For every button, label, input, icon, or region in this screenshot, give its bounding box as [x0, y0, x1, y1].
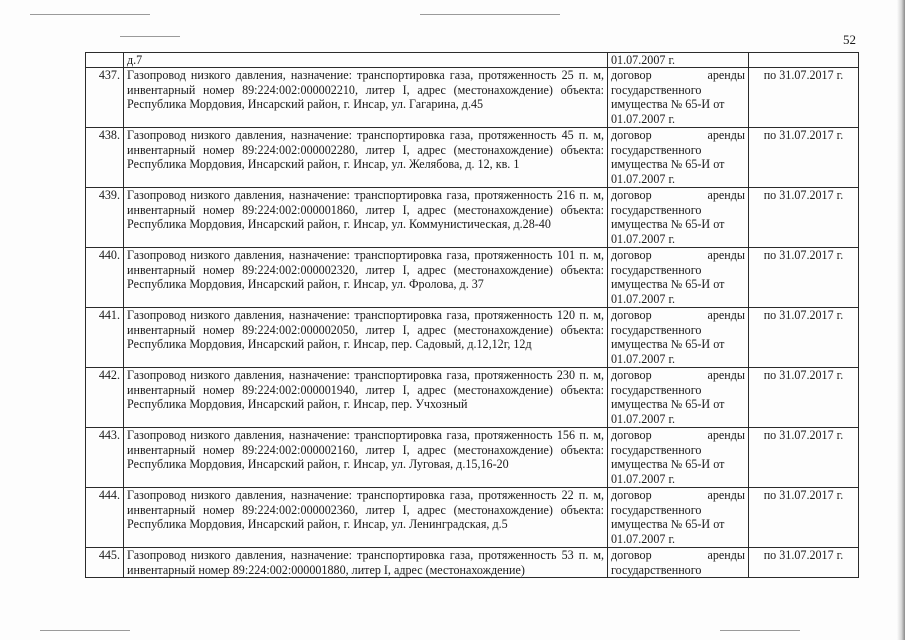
row-number: [86, 53, 124, 68]
row-number: 441.: [86, 308, 124, 368]
row-term: по 31.07.2017 г.: [749, 548, 859, 578]
document-kind: аренды: [707, 308, 745, 323]
row-term: по 31.07.2017 г.: [749, 188, 859, 248]
row-document: 01.07.2007 г.: [608, 53, 749, 68]
document-kind: аренды: [707, 128, 745, 143]
table-row: [86, 428, 859, 488]
table-row: [86, 248, 859, 308]
row-number: 437.: [86, 68, 124, 128]
table-row: [86, 128, 859, 188]
document-details: государственного имущества № 65-И от 01.07.2007 г.: [611, 322, 725, 366]
document-kind: аренды: [707, 248, 745, 263]
row-description: Газопровод низкого давления, назначение: транспортировка газа, протяженность 22 п. м, инвентарный номер 89:224:002:000002360, литер I, адрес (местонахождение) объекта: Республика Мордовия, Инсарский район, г. Инсар, ул. Ленинградская, д.5: [124, 488, 608, 548]
scan-edge-shadow: [897, 0, 905, 640]
document-type: договор: [611, 488, 652, 503]
document-kind: аренды: [707, 548, 745, 563]
row-document: [608, 368, 749, 428]
document-type: договор: [611, 68, 652, 83]
table-row: [86, 188, 859, 248]
table-row: [86, 548, 859, 578]
document-heading: [611, 248, 745, 262]
row-document: [608, 128, 749, 188]
table-row: [86, 68, 859, 128]
document-kind: аренды: [707, 188, 745, 203]
document-type: договор: [611, 548, 652, 563]
row-document: [608, 548, 749, 578]
row-number: 439.: [86, 188, 124, 248]
row-description: Газопровод низкого давления, назначение: транспортировка газа, протяженность 53 п. м, инвентарный номер 89:224:002:000001880, литер I, адрес (местонахождение): [124, 548, 608, 578]
row-description: Газопровод низкого давления, назначение: транспортировка газа, протяженность 230 п. м, инвентарный номер 89:224:002:000001940, литер I, адрес (местонахождение) объекта: Республика Мордовия, Инсарский район, г. Инсар, пер. Учхозный: [124, 368, 608, 428]
row-number: 438.: [86, 128, 124, 188]
document-type: договор: [611, 188, 652, 203]
document-type: договор: [611, 128, 652, 143]
document-details: государственного имущества № 65-И от 01.07.2007 г.: [611, 142, 725, 186]
row-number: 445.: [86, 548, 124, 578]
document-kind: аренды: [707, 368, 745, 383]
row-term: по 31.07.2017 г.: [749, 248, 859, 308]
row-number: 442.: [86, 368, 124, 428]
row-description: д.7: [124, 53, 608, 68]
row-number: 440.: [86, 248, 124, 308]
row-description: Газопровод низкого давления, назначение: транспортировка газа, протяженность 101 п. м, инвентарный номер 89:224:002:000002320, литер I, адрес (местонахождение) объекта: Республика Мордовия, Инсарский район, г. Инсар, ул. Фролова, д. 37: [124, 248, 608, 308]
table-row-continuation: [86, 53, 859, 68]
document-heading: [611, 308, 745, 322]
row-document: [608, 188, 749, 248]
row-document: [608, 308, 749, 368]
row-term: по 31.07.2017 г.: [749, 428, 859, 488]
document-heading: [611, 488, 745, 502]
property-registry-table: [85, 52, 859, 578]
document-heading: [611, 548, 745, 562]
row-document: [608, 488, 749, 548]
table-row: [86, 308, 859, 368]
scan-artifact-top-1: [30, 14, 150, 15]
row-number: 444.: [86, 488, 124, 548]
scan-artifact-bottom-2: [720, 630, 800, 631]
row-term: по 31.07.2017 г.: [749, 308, 859, 368]
scan-artifact-top-2: [420, 14, 560, 15]
document-heading: [611, 68, 745, 82]
document-details: государственного имущества № 65-И от 01.07.2007 г.: [611, 442, 725, 486]
row-term: по 31.07.2017 г.: [749, 488, 859, 548]
row-term: [749, 53, 859, 68]
document-kind: аренды: [707, 488, 745, 503]
document-details: государственного: [611, 562, 702, 577]
table-body: [86, 53, 859, 578]
scan-artifact-bottom-1: [40, 630, 130, 631]
row-description: Газопровод низкого давления, назначение: транспортировка газа, протяженность 156 п. м, инвентарный номер 89:224:002:000002160, литер I, адрес (местонахождение) объекта: Республика Мордовия, Инсарский район, г. Инсар, ул. Луговая, д.15,16-20: [124, 428, 608, 488]
document-details: государственного имущества № 65-И от 01.07.2007 г.: [611, 502, 725, 546]
document-type: договор: [611, 428, 652, 443]
document-details: государственного имущества № 65-И от 01.07.2007 г.: [611, 262, 725, 306]
page-number: 52: [843, 32, 856, 47]
row-description: Газопровод низкого давления, назначение: транспортировка газа, протяженность 25 п. м, инвентарный номер 89:224:002:000002210, литер I, адрес (местонахождение) объекта: Республика Мордовия, Инсарский район, г. Инсар, ул. Гагарина, д.45: [124, 68, 608, 128]
table-row: [86, 368, 859, 428]
row-number: 443.: [86, 428, 124, 488]
document-kind: аренды: [707, 428, 745, 443]
row-document: [608, 428, 749, 488]
scan-artifact-top-3: [120, 36, 180, 37]
row-term: по 31.07.2017 г.: [749, 128, 859, 188]
document-heading: [611, 428, 745, 442]
document-details: государственного имущества № 65-И от 01.07.2007 г.: [611, 382, 725, 426]
document-kind: аренды: [707, 68, 745, 83]
row-description: Газопровод низкого давления, назначение: транспортировка газа, протяженность 45 п. м, инвентарный номер 89:224:002:000002280, литер I, адрес (местонахождение) объекта: Республика Мордовия, Инсарский район, г. Инсар, ул. Желябова, д. 12, кв. 1: [124, 128, 608, 188]
row-document: [608, 68, 749, 128]
document-type: договор: [611, 248, 652, 263]
table-row: [86, 488, 859, 548]
document-details: государственного имущества № 65-И от 01.07.2007 г.: [611, 82, 725, 126]
row-description: Газопровод низкого давления, назначение: транспортировка газа, протяженность 120 п. м, инвентарный номер 89:224:002:000002050, литер I, адрес (местонахождение) объекта: Республика Мордовия, Инсарский район, г. Инсар, пер. Садовый, д.12,12г, 12д: [124, 308, 608, 368]
row-document: [608, 248, 749, 308]
document-heading: [611, 188, 745, 202]
document-type: договор: [611, 368, 652, 383]
document-heading: [611, 368, 745, 382]
row-term: по 31.07.2017 г.: [749, 68, 859, 128]
row-term: по 31.07.2017 г.: [749, 368, 859, 428]
document-details: государственного имущества № 65-И от 01.07.2007 г.: [611, 202, 725, 246]
document-type: договор: [611, 308, 652, 323]
document-heading: [611, 128, 745, 142]
row-description: Газопровод низкого давления, назначение: транспортировка газа, протяженность 216 п. м, инвентарный номер 89:224:002:000001860, литер I, адрес (местонахождение) объекта: Республика Мордовия, Инсарский район, г. Инсар, ул. Коммунистическая, д.28-40: [124, 188, 608, 248]
